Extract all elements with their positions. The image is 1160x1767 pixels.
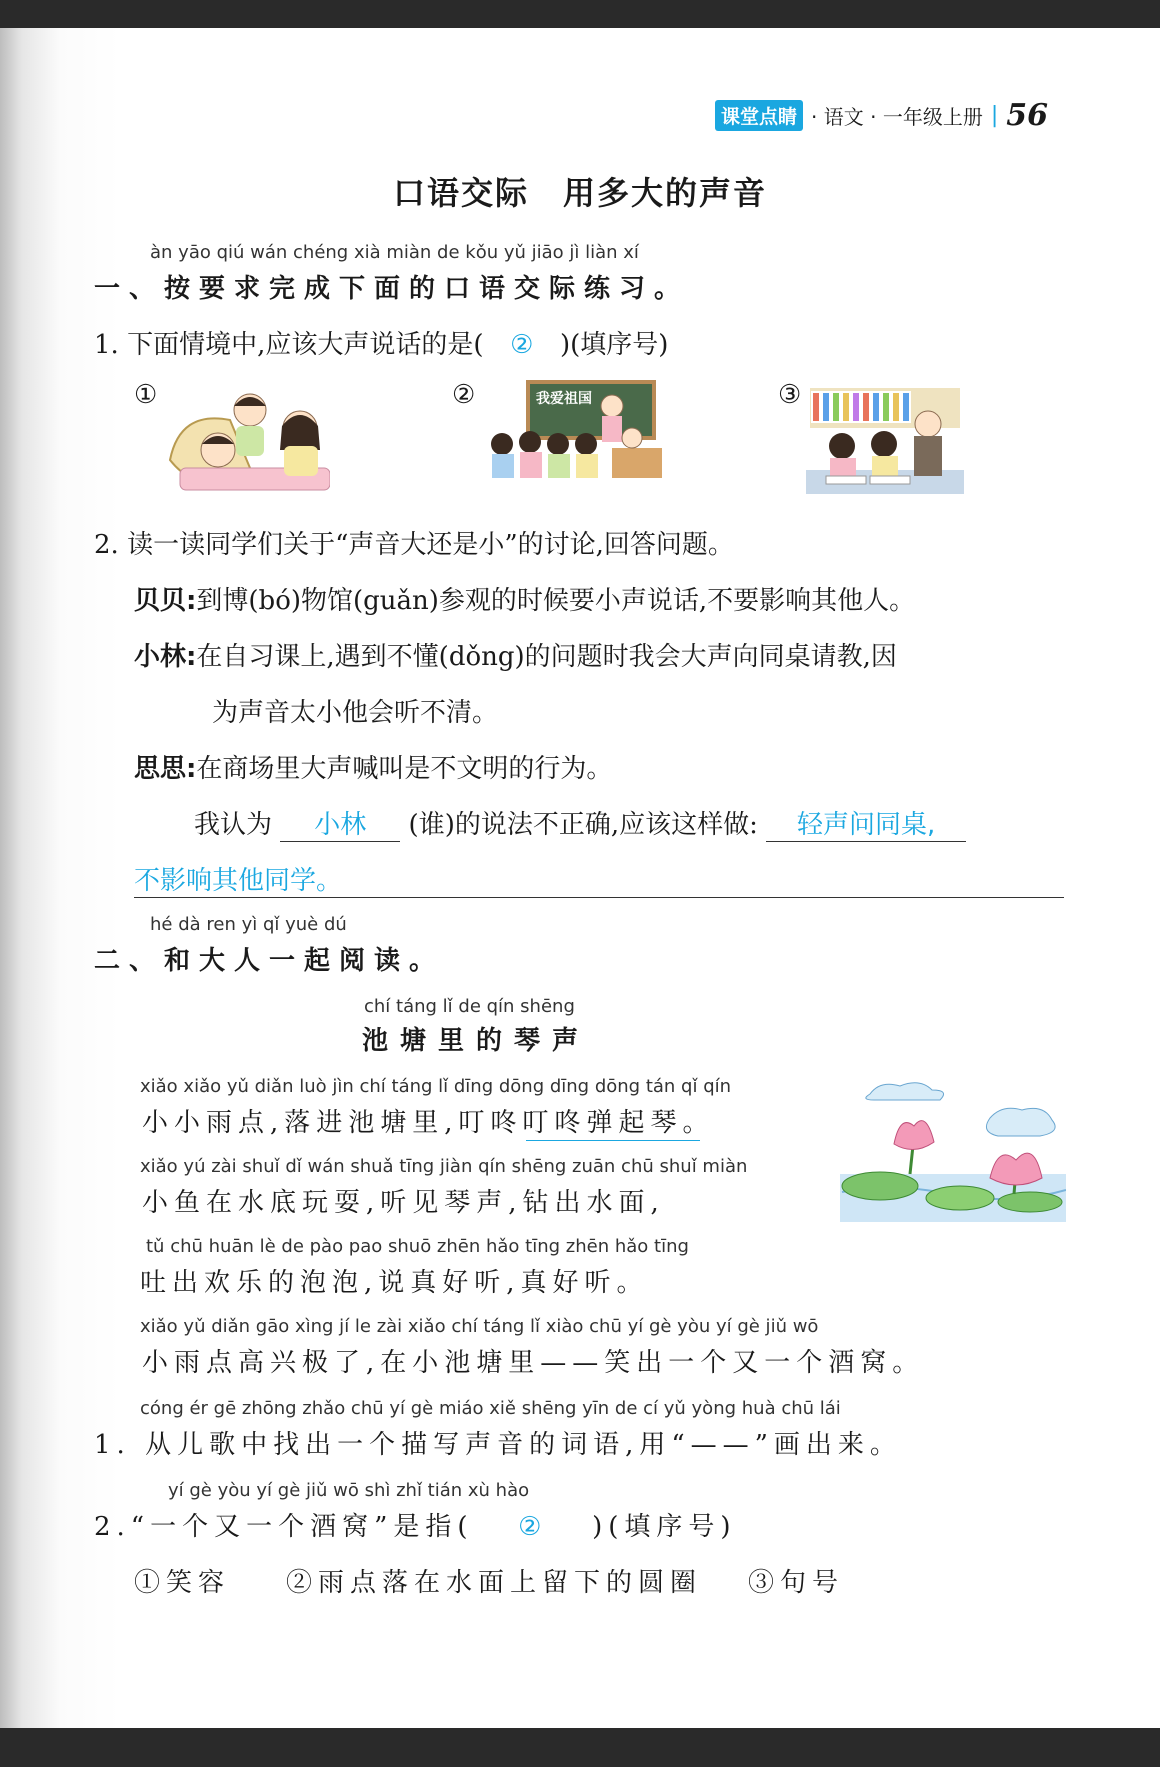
s2-q2-option-3: ③句号: [748, 1568, 845, 1598]
sleeping-baby-illustration: [160, 380, 330, 495]
q1-line: [94, 324, 668, 361]
poem-line-4: 小雨点高兴极了,在小池塘里——笑出一个又一个酒窝。: [142, 1348, 925, 1378]
answer-do-1: 轻声问同桌,: [766, 804, 966, 842]
poem-title-pinyin: chí táng lǐ de qín shēng: [364, 996, 575, 1017]
s2-q2-answer: ②: [518, 1512, 548, 1542]
answer-prefix: 我认为: [194, 810, 273, 840]
sisi-name: 思思:: [134, 754, 197, 784]
q1-answer: ②: [510, 330, 534, 360]
s2-q2-prefix: 2.“一个又一个酒窝”是指(: [94, 1512, 474, 1542]
s2-q2-option-2: ②雨点落在水面上留下的圆圈: [286, 1568, 703, 1598]
answer-who: 小林: [280, 804, 400, 842]
blackboard-text: 我爱祖国: [536, 391, 592, 407]
page-number: 56: [1006, 98, 1048, 133]
q1-suffix: )(填序号): [560, 330, 669, 360]
s2-q2-option-1: ①笑容: [134, 1568, 231, 1598]
header-separator: |: [990, 103, 999, 128]
poem-line-4-pinyin: xiǎo yǔ diǎn gāo xìng jí le zài xiǎo chí táng lǐ xiào chū yí gè yòu yí gè jiǔ wō: [140, 1316, 819, 1337]
s2-q2-line: [94, 1506, 737, 1543]
page-title: 口语交际 用多大的声音: [392, 174, 767, 212]
xiaolin-line: [134, 636, 897, 673]
q1-option-2-label: ②: [452, 380, 476, 410]
lotus-pond-illustration: [840, 1074, 1066, 1224]
beibei-text: 到博(bó)物馆(guǎn)参观的时候要小声说话,不要影响其他人。: [196, 586, 916, 616]
poem-line-1-pinyin: xiǎo xiǎo yǔ diǎn luò jìn chí táng lǐ dīng dōng dīng dōng tán qǐ qín: [140, 1076, 732, 1097]
poem-title: 池塘里的琴声: [362, 1026, 591, 1056]
library-illustration: [806, 380, 966, 498]
xiaolin-name: 小林:: [134, 642, 197, 672]
poem-line-1: 小小雨点,落进池塘里,叮咚叮咚弹起琴。: [142, 1108, 715, 1138]
s2-q2-pinyin: yí gè yòu yí gè jiǔ wō shì zhǐ tián xù hào: [168, 1480, 530, 1501]
beibei-name: 贝贝:: [134, 586, 197, 616]
sisi-line: [134, 748, 612, 785]
q2-answer-line: [194, 804, 966, 842]
poem-line-2-pinyin: xiǎo yú zài shuǐ dǐ wán shuǎ tīng jiàn qín shēng zuān chū shuǐ miàn: [140, 1156, 748, 1177]
header-badge: 课堂点睛: [715, 100, 803, 131]
q1-option-1-label: ①: [134, 380, 158, 410]
section1-heading: 一、按要求完成下面的口语交际练习。: [94, 274, 690, 304]
sisi-text: 在商场里大声喊叫是不文明的行为。: [196, 754, 613, 784]
classroom-illustration: [482, 386, 672, 486]
q1-prefix: 1. 下面情境中,应该大声说话的是(: [94, 330, 484, 360]
s2-q1-pinyin: cóng ér gē zhōng zhǎo chū yí gè miáo xiě shēng yīn de cí yǔ yòng huà chū lái: [140, 1398, 841, 1419]
q1-option-3-label: ③: [778, 380, 802, 410]
q2-prompt: 2. 读一读同学们关于“声音大还是小”的讨论,回答问题。: [94, 530, 734, 560]
beibei-line: [134, 580, 915, 617]
section2-heading: 二、和大人一起阅读。: [94, 946, 445, 976]
poem-line-3: 吐出欢乐的泡泡,说真好听,真好听。: [140, 1268, 649, 1298]
section2-pinyin: hé dà ren yì qǐ yuè dú: [150, 914, 347, 935]
section1-pinyin: àn yāo qiú wán chéng xià miàn de kǒu yǔ jiāo jì liàn xí: [150, 242, 639, 263]
xiaolin-text-2: 为声音太小他会听不清。: [212, 698, 499, 728]
header-subject: · 语文 · 一年级上册: [811, 105, 983, 129]
answer-mid: (谁)的说法不正确,应该这样做:: [408, 810, 758, 840]
s2-q1-text: 1. 从儿歌中找出一个描写声音的词语,用“——”画出来。: [94, 1430, 902, 1460]
answer-do-2: 不影响其他同学。: [134, 860, 1064, 898]
poem-line-2: 小鱼在水底玩耍,听见琴声,钻出水面,: [142, 1188, 665, 1218]
xiaolin-text-1: 在自习课上,遇到不懂(dǒng)的问题时我会大声向同桌请教,因: [196, 642, 897, 672]
page-header: [715, 98, 1048, 133]
sound-word-underline: [526, 1140, 700, 1141]
poem-line-3-pinyin: tǔ chū huān lè de pào pao shuō zhēn hǎo tīng zhēn hǎo tīng: [146, 1236, 689, 1257]
s2-q2-suffix: )(填序号): [592, 1512, 737, 1542]
